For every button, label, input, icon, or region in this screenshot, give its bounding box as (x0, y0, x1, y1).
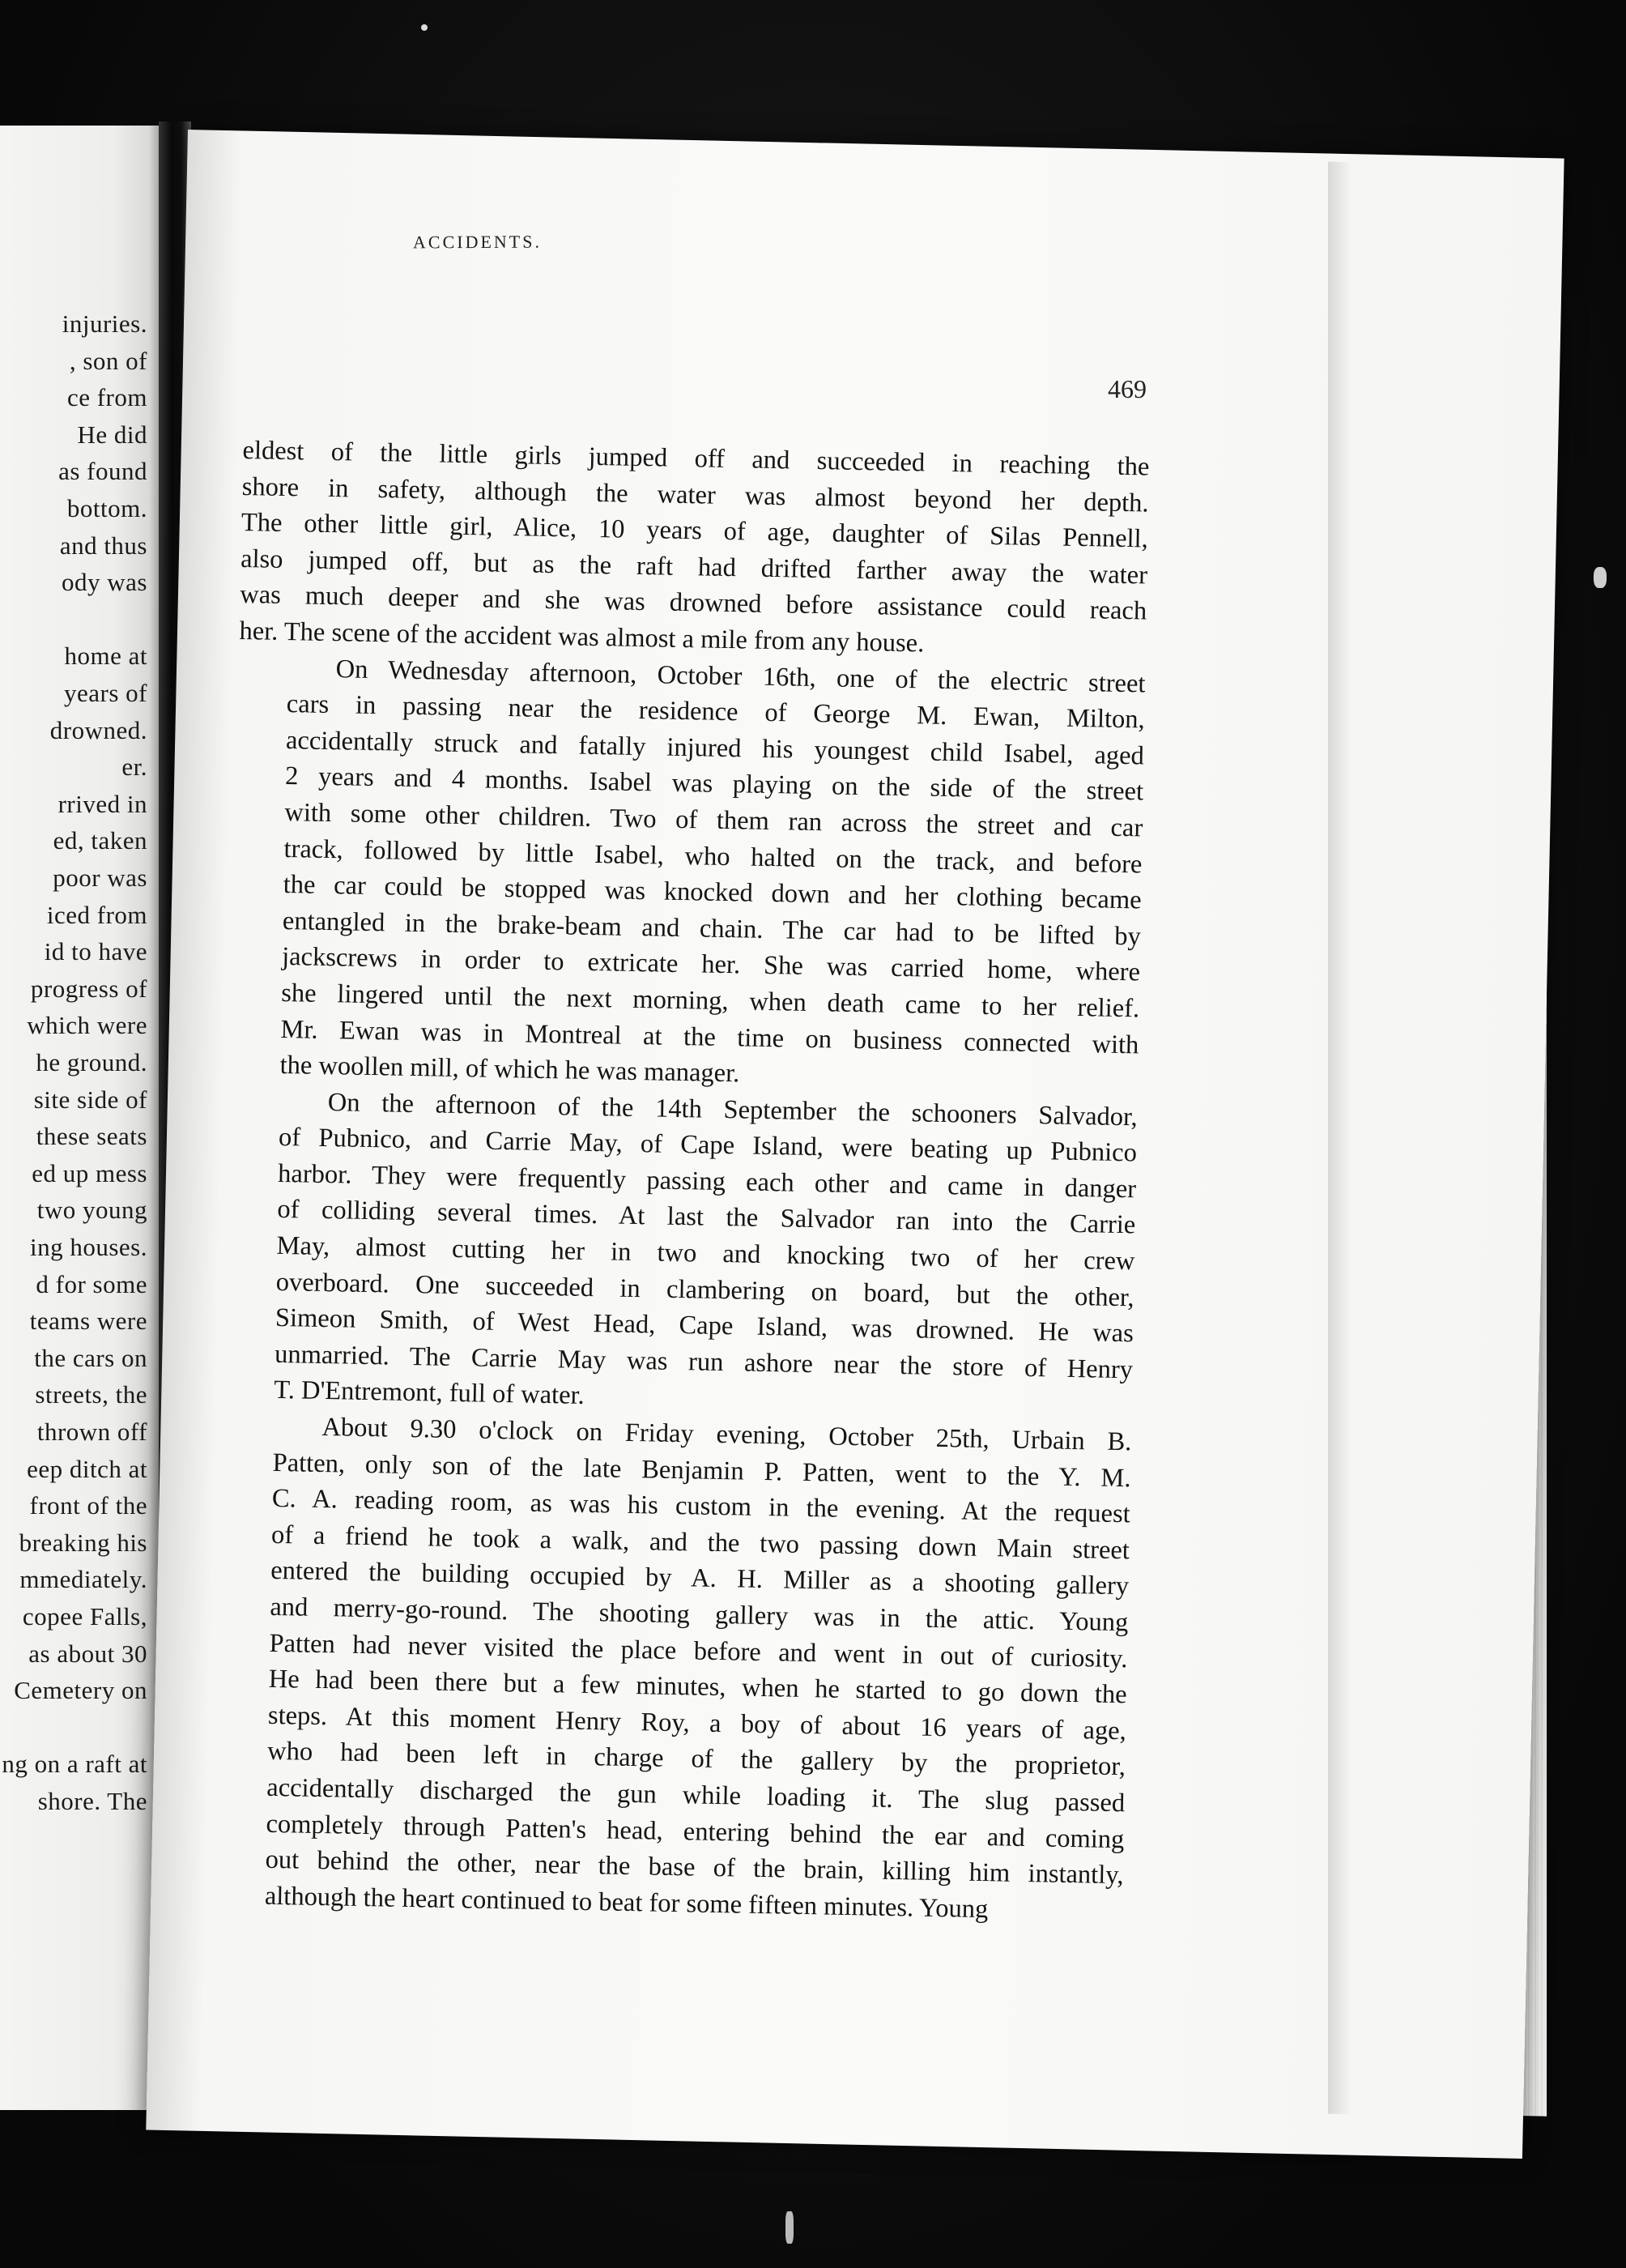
paragraph (239, 433, 1150, 666)
left-page-line: poor was (53, 863, 147, 892)
left-page-line: bottom. (66, 494, 147, 522)
paragraph (215, 1408, 1131, 1930)
text-line: of Pubnico, and Carrie May, of Cape Island, were beating up Pubnico (278, 1123, 1138, 1168)
left-page-line: d for some (36, 1269, 147, 1298)
left-facing-page (0, 126, 162, 2110)
left-page-line: these seats (36, 1122, 147, 1151)
left-page-line: years of (64, 679, 147, 707)
left-page-line: as about 30 (28, 1639, 147, 1668)
left-page-line: as found (58, 457, 147, 486)
text-line: Patten had never visited the place before and went in out of curiosity. (269, 1628, 1128, 1673)
text-line: of colliding several times. At last the Salvador ran into the Carrie (277, 1195, 1136, 1240)
text-line: unmarried. The Carrie May was run ashore near the store of Henry (274, 1339, 1134, 1385)
left-page-line: ed, taken (53, 826, 147, 855)
left-page-line: eep ditch at (27, 1454, 147, 1483)
text-line: entered the building occupied by A. H. Miller as a shooting gallery (270, 1556, 1130, 1601)
text-line: shore in safety, although the water was almost beyond her depth. (241, 471, 1149, 518)
text-line: entangled in the brake-beam and chain. The car had to be lifted by (282, 906, 1142, 952)
text-line: her. The scene of the accident was almost a mile from any house. (239, 616, 925, 659)
text-line: she lingered until the next morning, when death came to her relief. (280, 978, 1140, 1024)
left-page-line: site side of (33, 1085, 147, 1114)
left-page-line: rrived in (57, 789, 147, 818)
text-line: was much deeper and she was drowned before assistance could reach (239, 580, 1147, 626)
text-line: 2 years and 4 months. Isabel was playing on the side of the street (284, 761, 1144, 807)
paragraph (231, 650, 1146, 1100)
text-line: of a friend he took a walk, and the two passing down Main street (270, 1520, 1130, 1566)
left-page-line: drowned. (49, 715, 147, 744)
text-line: who had been left in charge of the gallery by the proprietor, (266, 1737, 1126, 1782)
left-page-line: He did (77, 420, 147, 449)
text-line: C. A. reading room, as was his custom in the evening. At the request (271, 1484, 1131, 1529)
left-page-line: ce from (66, 383, 147, 412)
text-line: On Wednesday afternoon, October 16th, one of the electric street (335, 654, 1146, 699)
left-page-line: he ground. (36, 1048, 147, 1076)
left-page-line: ing houses. (30, 1233, 147, 1261)
text-line: accidentally discharged the gun while loading it. The slug passed (266, 1772, 1126, 1818)
left-page-line: shore. The (37, 1787, 147, 1815)
text-line: harbor. They were frequently passing each other and came in danger (277, 1158, 1137, 1204)
text-line: although the heart continued to beat for some fifteen minutes. Young (264, 1881, 989, 1924)
left-page-line: thrown off (36, 1418, 147, 1446)
left-page-line: ed up mess (32, 1158, 147, 1187)
dust-speck (421, 24, 428, 31)
page-number: 469 (1108, 374, 1147, 403)
text-line: The other little girl, Alice, 10 years of age, daughter of Silas Pennell, (240, 508, 1149, 554)
left-page-line: copee Falls, (22, 1602, 147, 1631)
dust-speck (1594, 567, 1607, 588)
text-line: eldest of the little girls jumped off and succeeded in reaching the (242, 435, 1150, 482)
dust-speck (785, 2211, 794, 2244)
text-line: with some other children. Two of them ran across the street and car (284, 797, 1143, 843)
left-page-line: home at (64, 642, 147, 671)
left-page-line: , son of (69, 346, 147, 375)
running-head: ACCIDENTS. (412, 231, 543, 253)
left-page-line: and thus (59, 531, 147, 560)
text-line: Mr. Ewan was in Montreal at the time on business connected with (280, 1014, 1139, 1059)
text-line: out behind the other, near the base of the brain, killing him instantly, (265, 1844, 1124, 1891)
text-line: cars in passing near the residence of George M. Ewan, Milton, (286, 689, 1146, 735)
text-line: also jumped off, but as the raft had drifted farther away the water (240, 544, 1148, 590)
left-page-line: the cars on (34, 1343, 147, 1372)
text-line: Simeon Smith, of West Head, Cape Island, was drowned. He was (275, 1303, 1134, 1349)
text-line: On the afternoon of the 14th September the schooners Salvador, (327, 1087, 1139, 1132)
left-page-line: iced from (46, 900, 147, 929)
text-line: May, almost cutting her in two and knocking two of her crew (276, 1230, 1135, 1277)
text-line: the woollen mill, of which he was manager. (279, 1051, 740, 1089)
body-text (215, 433, 1149, 1930)
left-page-line: front of the (29, 1491, 147, 1520)
text-line: steps. At this moment Henry Roy, a boy of about 16 years of age, (267, 1700, 1127, 1746)
left-page-line: two young (36, 1196, 147, 1225)
left-page-line: er. (121, 752, 147, 782)
text-line: completely through Patten's head, entering behind the ear and coming (266, 1809, 1125, 1854)
text-line: overboard. One succeeded in clambering on board, but the other, (275, 1267, 1134, 1313)
left-page-line: Cemetery on (14, 1676, 147, 1705)
text-line: the car could be stopped was knocked down and her clothing became (283, 870, 1142, 915)
text-line: He had been there but a few minutes, when he started to go down the (268, 1665, 1127, 1710)
left-page-line: mmediately. (19, 1565, 147, 1594)
page-edge-shadow (1328, 162, 1352, 2115)
text-line: jackscrews in order to extricate her. She was carried home, where (281, 942, 1141, 987)
text-line: About 9.30 o'clock on Friday evening, October 25th, Urbain B. (321, 1413, 1132, 1457)
left-page-line: which were (27, 1011, 147, 1040)
text-line: Patten, only son of the late Benjamin P. Patten, went to the Y. M. (272, 1447, 1131, 1493)
text-line: accidentally struck and fatally injured his youngest child Isabel, aged (285, 725, 1145, 771)
paragraph (225, 1083, 1138, 1425)
text-line: and merry-go-round. The shooting gallery was in the attic. Young (270, 1592, 1129, 1638)
left-page-line: progress of (30, 974, 147, 1003)
text-line: track, followed by little Isabel, who halted on the track, and before (283, 833, 1143, 879)
text-line: T. D'Entremont, full of water. (274, 1375, 585, 1411)
left-page-line: ody was (62, 568, 147, 597)
left-page-line: ng on a raft at (2, 1750, 147, 1779)
left-page-line: id to have (44, 937, 147, 966)
left-page-line: streets, the (35, 1380, 147, 1409)
left-page-line: teams were (29, 1307, 147, 1336)
left-page-line: breaking his (19, 1528, 147, 1557)
left-page-line: injuries. (62, 309, 147, 338)
